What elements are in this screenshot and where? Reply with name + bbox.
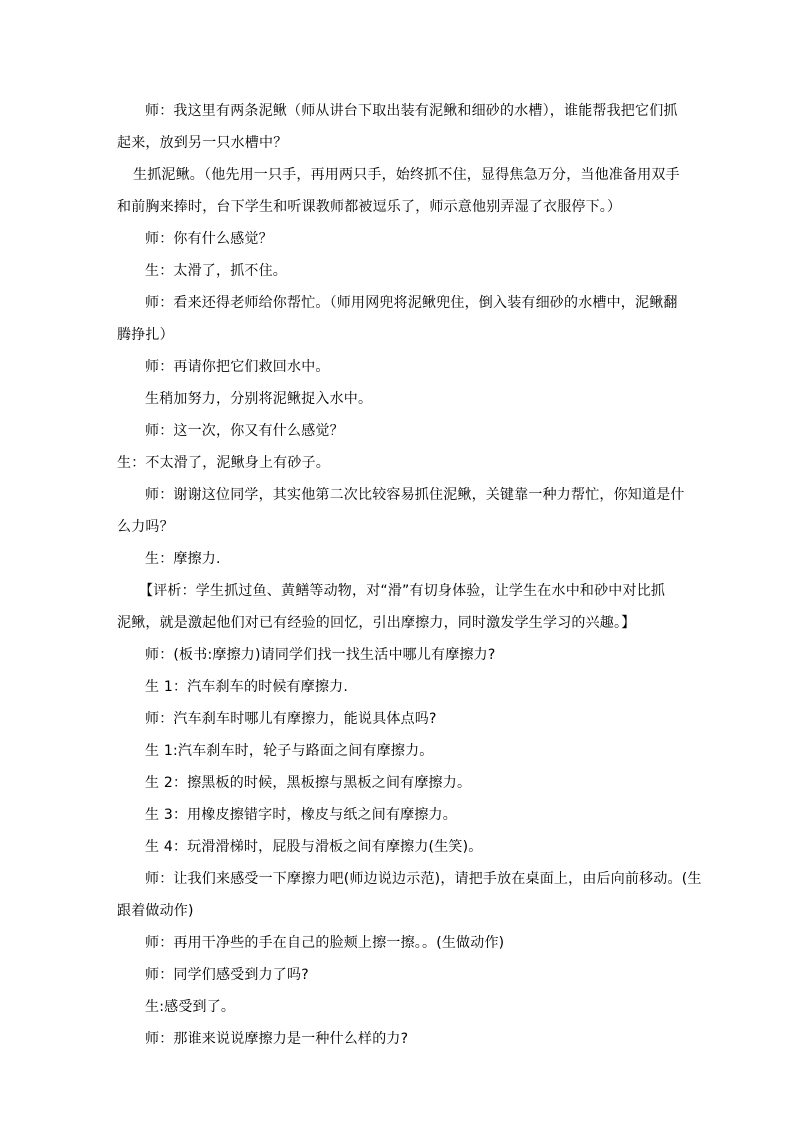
narration-line: 生抓泥鳅。（他先用一只手，再用两只手，始终抓不住，显得焦急万分，当他准备用双手 — [133, 167, 680, 183]
dialogue-line-continuation: 么力吗？ — [117, 519, 174, 535]
dialogue-line-student: 生 1：汽车刹车的时候有摩擦力. — [145, 679, 349, 695]
dialogue-line-student: 生 1:汽车刹车时，轮子与路面之间有摩擦力。 — [145, 743, 434, 759]
dialogue-line-teacher: 师：再用干净些的手在自己的脸颊上擦一擦。。(生做动作) — [145, 935, 505, 951]
dialogue-line-teacher: 师：让我们来感受一下摩擦力吧(师边说边示范)，请把手放在桌面上，由后向前移动。(生 — [145, 871, 702, 887]
dialogue-line-teacher: 师：看来还得老师给你帮忙。（师用网兜将泥鳅兜住，倒入装有细砂的水槽中，泥鳅翻 — [145, 295, 678, 311]
dialogue-line-student: 生 3：用橡皮擦错字时，橡皮与纸之间有摩擦力。 — [145, 807, 457, 823]
dialogue-line-student: 生 2：擦黑板的时候，黑板擦与黑板之间有摩擦力。 — [145, 775, 472, 791]
dialogue-line-teacher: 师：这一次，你又有什么感觉？ — [145, 423, 344, 439]
dialogue-line-teacher: 师：我这里有两条泥鳅（师从讲台下取出装有泥鳅和细砂的水槽），谁能帮我把它们抓 — [145, 103, 678, 119]
commentary-line: 【评析：学生抓过鱼、黄鳝等动物，对“滑”有切身体验，让学生在水中和砂中对比抓 — [139, 583, 666, 599]
commentary-line-continuation: 泥鳅，就是激起他们对已有经验的回忆，引出摩擦力，同时激发学生学习的兴趣。】 — [117, 615, 636, 631]
dialogue-line-student: 生:感受到了。 — [145, 999, 236, 1015]
dialogue-line-teacher: 师：汽车刹车时哪儿有摩擦力，能说具体点吗? — [145, 711, 437, 727]
dialogue-line-student: 生：摩擦力. — [145, 551, 221, 567]
dialogue-line-teacher: 师：(板书:摩擦力)请同学们找一找生活中哪儿有摩擦力? — [145, 647, 496, 663]
dialogue-line-student: 生 4：玩滑滑梯时，屁股与滑板之间有摩擦力(生笑)。 — [145, 839, 483, 855]
dialogue-line-student: 生：太滑了，抓不住。 — [145, 263, 287, 279]
dialogue-line-teacher: 师：谢谢这位同学，其实他第二次比较容易抓住泥鳅，关键靠一种力帮忙，你知道是什 — [145, 487, 685, 503]
narration-line-continuation: 和前胸来捧时，台下学生和听课教师都被逗乐了，师示意他别弄湿了衣服停下。） — [117, 199, 622, 215]
dialogue-line-teacher: 师：同学们感受到力了吗? — [145, 967, 309, 983]
narration-line: 生稍加努力，分别将泥鳅捉入水中。 — [145, 391, 373, 407]
dialogue-line-teacher: 师：那谁来说说摩擦力是一种什么样的力? — [145, 1031, 409, 1047]
dialogue-line-continuation: 跟着做动作) — [117, 903, 194, 919]
dialogue-line-teacher: 师：你有什么感觉？ — [145, 231, 273, 247]
dialogue-line-continuation: 起来，放到另一只水槽中？ — [117, 135, 288, 151]
dialogue-line-continuation: 腾挣扎） — [117, 327, 174, 343]
dialogue-line-teacher: 师：再请你把它们救回水中。 — [145, 359, 330, 375]
dialogue-line-student: 生：不太滑了，泥鳅身上有砂子。 — [117, 455, 330, 471]
